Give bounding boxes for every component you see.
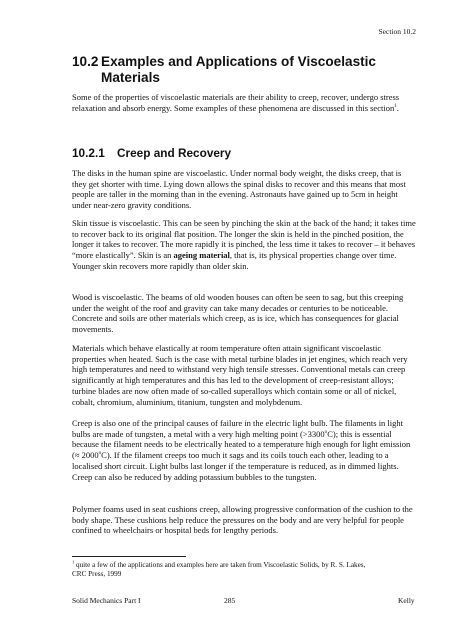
ageing-material-term: ageing material bbox=[173, 250, 230, 261]
bulb-text-a: Creep is also one of the principal causes of failure in the electric light bulb. The filaments in light bulbs are made of tungsten, a metal with a very high melting point (>3300 bbox=[72, 418, 404, 439]
intro-text: Some of the properties of viscoelastic materials are their ability to creep, recover, undergo stress relaxation and absorb energy. Some examples of these phenomena are discussed in this section bbox=[72, 92, 400, 113]
page-number: 285 bbox=[224, 596, 236, 605]
paragraph-wood: Wood is viscoelastic. The beams of old wooden houses can often be seen to sag, but this creeping under the weight of the roof and gravity can take many decades or centuries to be noticeable. Concrete and soils are other materials which creep, as is ice, which has consequences for glacial movements. bbox=[72, 292, 404, 335]
paragraph-foam: Polymer foams used in seat cushions creep, allowing progressive conformation of the cushion to the body shape. These cushions help reduce the pressures on the body and are very helpful for people confined to wheelchairs or hospital beds for lengthy periods. bbox=[72, 504, 413, 536]
footnote-divider bbox=[72, 556, 186, 557]
intro-end: . bbox=[396, 102, 399, 113]
chapter-title-line2: Materials bbox=[101, 70, 160, 85]
chapter-number: 10.2 bbox=[72, 54, 99, 69]
degree-mark: o bbox=[98, 450, 102, 457]
chapter-title bbox=[72, 54, 432, 86]
paragraph-light-bulb bbox=[72, 418, 417, 482]
paragraph-spine: The disks in the human spine are viscoelastic. Under normal body weight, the disks creep, that is they get shorter with time. Lying down allows the spinal disks to recover and this means that most people are taller in the morning than in the evening. Astronauts have gained up to 5cm in height under near-zero gravity conditions. bbox=[72, 168, 406, 211]
footer-author: Kelly bbox=[398, 596, 415, 605]
section-title: Creep and Recovery bbox=[117, 146, 232, 160]
paragraph-skin bbox=[72, 218, 417, 272]
bulb-text-b: C); this is essential because the filament needs to be electrically heated to a temperature high enough for light emission (≈ 2000 bbox=[72, 428, 411, 461]
bulb-text-c: C). If the filament creeps too much it sags and its coils touch each other, leading to a localised short circuit. Light bulbs last longer if the temperature is reduced, as in dimmed lights. Creep can also be reduced by adding potassium bubbles to the tungsten. bbox=[72, 450, 399, 482]
section-number: 10.2.1 bbox=[72, 146, 105, 160]
chapter-title-line1: Examples and Applications of Viscoelastic bbox=[101, 54, 376, 69]
footnote-reference: 1 bbox=[394, 102, 397, 109]
footer-book-title: Solid Mechanics Part I bbox=[72, 596, 141, 605]
skin-text-b: , that is, its physical properties change over time. Younger skin recovers more rapidly than older skin. bbox=[72, 250, 397, 271]
intro-paragraph bbox=[72, 92, 417, 113]
footnote-text: quite a few of the applications and examples here are taken from Viscoelastic Solids, by R. S. Lakes, CRC Press, 1999 bbox=[72, 561, 366, 578]
paragraph-metals: Materials which behave elastically at room temperature often attain significant viscoelastic properties when heated. Such is the case with metal turbine blades in jet engines, which reach very high temperatures and need to withstand very high tensile stresses. Conventional metals can creep significantly at high temperatures and this has led to the development of creep-resistant alloys; turbine blades are now often made of so-called superalloys which contain some or all of nickel, cobalt, chromium, aluminium, titanium, tungsten and molybdenum. bbox=[72, 343, 408, 407]
footnote bbox=[72, 561, 372, 579]
degree-mark: o bbox=[324, 428, 328, 435]
section-heading bbox=[72, 146, 231, 160]
skin-text-a: Skin tissue is viscoelastic. This can be seen by pinching the skin at the back of the hand; it takes time to recover back to its original flat position. The longer the skin is held in the pinched position, the longer it takes to recover. The more rapidly it is pinched, the less time it takes to recover – it behaves “more elastically”. Skin is an bbox=[72, 218, 416, 261]
running-head: Section 10.2 bbox=[378, 27, 416, 36]
footnote-mark: 1 bbox=[72, 559, 75, 565]
